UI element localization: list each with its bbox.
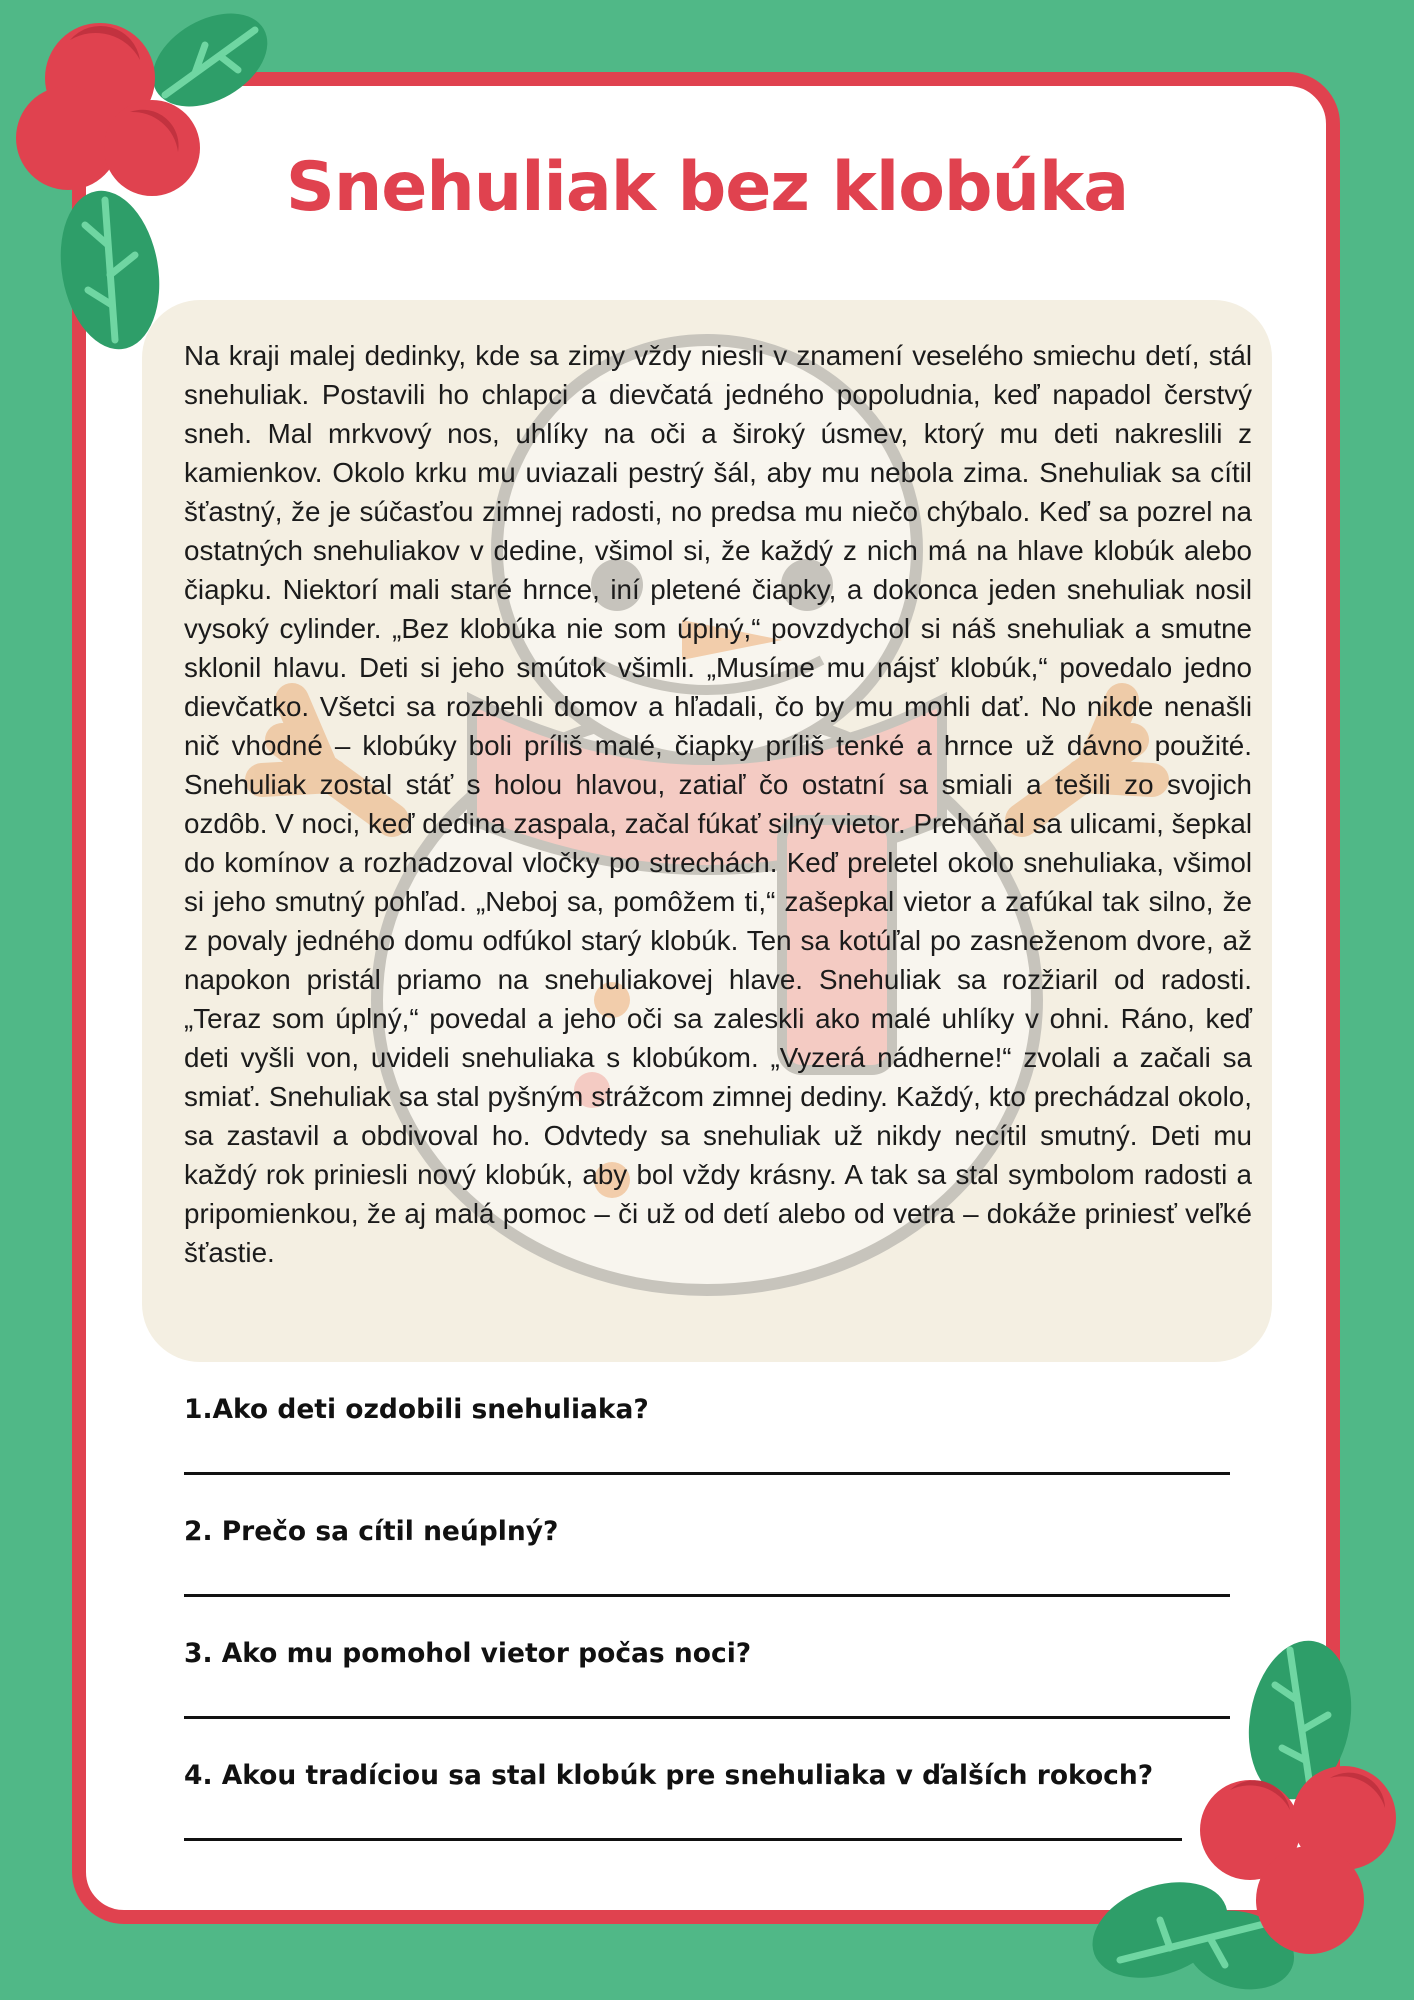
question-item — [184, 1392, 1234, 1514]
question-item — [184, 1514, 1234, 1636]
question-item — [184, 1758, 1234, 1880]
page-title: Snehuliak bez klobúka — [285, 148, 1129, 227]
answer-line[interactable] — [184, 1838, 1182, 1841]
answer-line[interactable] — [184, 1716, 1230, 1719]
answer-line[interactable] — [184, 1472, 1230, 1475]
question-list — [184, 1392, 1234, 1880]
question-text: 1.Ako deti ozdobili snehuliaka? — [184, 1394, 649, 1425]
story-box — [142, 300, 1272, 1362]
question-item — [184, 1636, 1234, 1758]
question-text: 4. Akou tradíciou sa stal klobúk pre snehuliaka v ďalších rokoch? — [184, 1760, 1154, 1791]
question-text: 3. Ako mu pomohol vietor počas noci? — [184, 1638, 752, 1669]
answer-line[interactable] — [184, 1594, 1230, 1597]
question-text: 2. Prečo sa cítil neúplný? — [184, 1516, 559, 1547]
story-text: Na kraji malej dedinky, kde sa zimy vždy niesli v znamení veselého smiechu detí, stál snehuliak. Postavili ho chlapci a dievčatá jedného popoludnia, keď napadol čerstvý sneh. Mal mrkvový nos, uhlíky na oči a široký úsmev, ktorý mu deti nakreslili z kamienkov. Okolo krku mu uviazali pestrý šál, aby mu nebola zima. Snehuliak sa cítil šťastný, že je súčasťou zimnej radosti, no predsa mu niečo chýbalo. Keď sa pozrel na ostatných snehuliakov v dedine, všimol si, že každý z nich má na hlave klobúk alebo čiapku. Niektorí mali staré hrnce, iní pletené čiapky, a dokonca jeden snehuliak nosil vysoký cylinder. „Bez klobúka nie som úplný,“ povzdychol si náš snehuliak a smutne sklonil hlavu. Deti si jeho smútok všimli. „Musíme mu nájsť klobúk,“ povedalo jedno dievčatko. Všetci sa rozbehli domov a hľadali, čo by mu mohli dať. No nikde nenašli nič vhodné – klobúky boli príliš malé, čiapky príliš tenké a hrnce už dávno použité. Snehuliak zostal stáť s holou hlavou, zatiaľ čo ostatní sa smiali a tešili zo svojich ozdôb. V noci, keď dedina zaspala, začal fúkať silný vietor. Preháňal sa ulicami, šepkal do komínov a rozhadzoval vločky po strechách. Keď preletel okolo snehuliaka, všimol si jeho smutný pohľad. „Neboj sa, pomôžem ti,“ zašepkal vietor a zafúkal tak silno, že z povaly jedného domu odfúkol starý klobúk. Ten sa kotúľal po zasneženom dvore, až napokon pristál priamo na snehuliakovej hlave. Snehuliak sa rozžiaril od radosti. „Teraz som úplný,“ povedal a jeho oči sa zaleskli ako malé uhlíky v ohni. Ráno, keď deti vyšli von, uvideli snehuliaka s klobúkom. „Vyzerá nádherne!“ zvolali a začali sa smiať. Snehuliak sa stal pyšným strážcom zimnej dediny. Každý, kto prechádzal okolo, sa zastavil a obdivoval ho. Odvtedy sa snehuliak už nikdy necítil smutný. Deti mu každý rok priniesli nový klobúk, aby bol vždy krásny. A tak sa stal symbolom radosti a pripomienkou, že aj malá pomoc – či už od detí alebo od vetra – dokáže priniesť veľké šťastie. — [184, 340, 1252, 1268]
